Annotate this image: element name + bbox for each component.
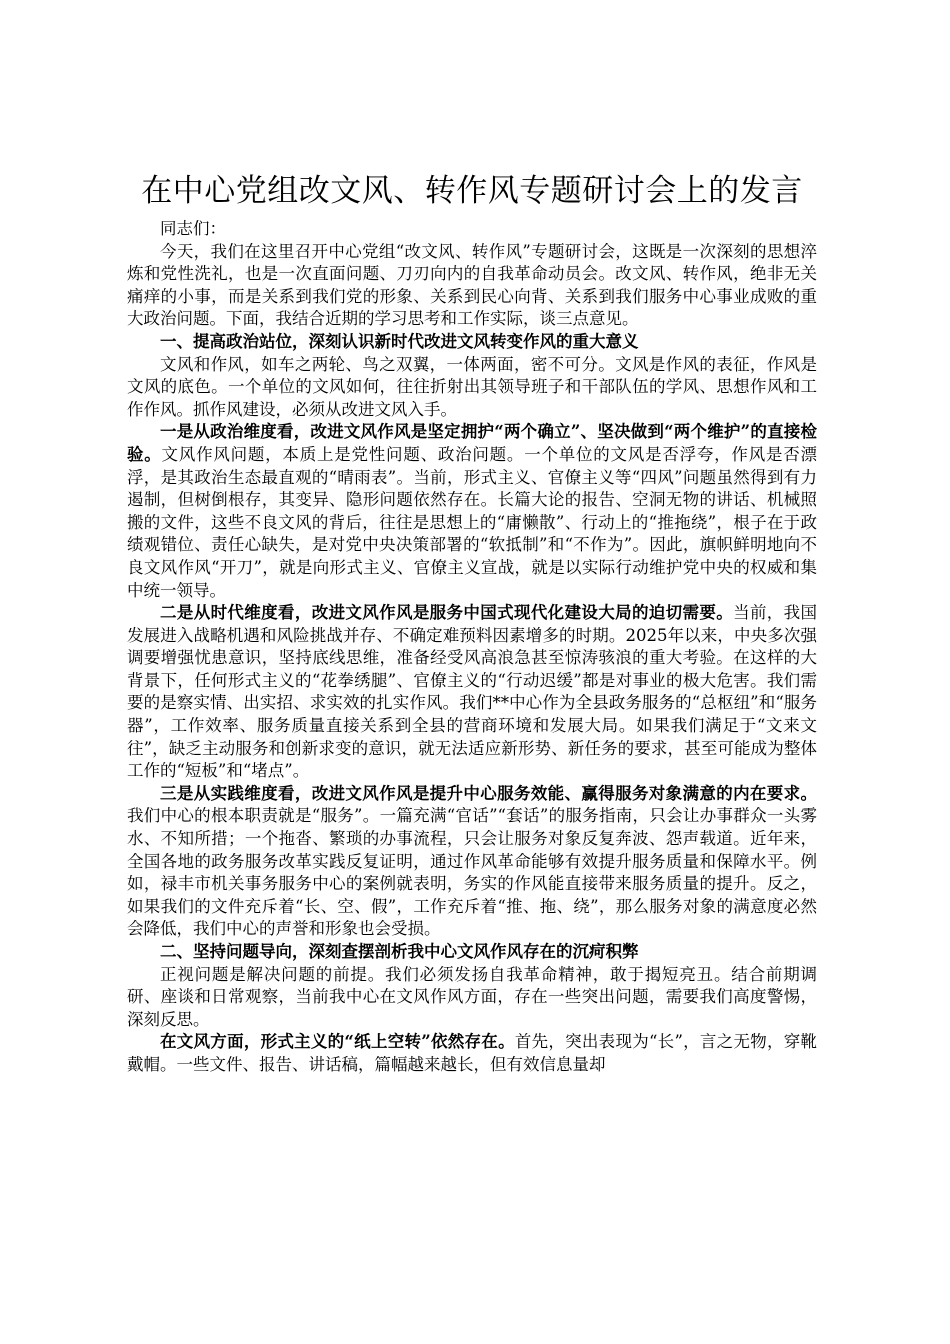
- paragraph-body-era: 当前，我国发展进入战略机遇和风险挑战并存、不确定难预料因素增多的时期。2025年以来，中央多次强调要增强忧患意识，坚持底线思维，准备经受风高浪急甚至惊涛骇浪的重大考验。在这样的大背景下，任何形式主义的“花拳绣腿”、官僚主义的“行动迟缓”都是对事业的极大危害。我们需要的是察实情、出实招、求实效的扎实作风。我们**中心作为全县政务服务的“总枢纽”和“服务器”，工作效率、服务质量直接关系到全县的营商环境和发展大局。如果我们满足于“文来文往”，缺乏主动服务和创新求变的意识，就无法适应新形势、新任务的要求，甚至可能成为整体工作的“短板”和“堵点”。: [127, 603, 818, 781]
- paragraph-lead-writing-style: 在文风方面，形式主义的“纸上空转”依然存在。: [160, 1032, 515, 1052]
- section-1-heading: 一、提高政治站位，深刻认识新时代改进文风转变作风的重大意义: [160, 331, 639, 351]
- document-title: 在中心党组改文风、转作风专题研讨会上的发言: [141, 173, 803, 209]
- section-1-paragraph-4: [127, 783, 817, 941]
- paragraph-lead-political: 一是从政治维度看，改进文风作风是坚定拥护“两个确立”、坚决做到“两个维护”的直接检验。: [127, 422, 817, 464]
- paragraph-lead-era: 二是从时代维度看，改进文风作风是服务中国式现代化建设大局的迫切需要。: [160, 603, 734, 623]
- salutation: 同志们：: [160, 219, 226, 238]
- section-1-paragraph-3: [127, 602, 817, 783]
- intro-paragraph: 今天，我们在这里召开中心党组“改文风、转作风”专题研讨会，这既是一次深刻的思想淬炼和党性洗礼，也是一次直面问题、刀刃向内的自我革命动员会。改文风、转作风，绝非无关痛痒的小事，而是关系到我们党的形象、关系到民心向背、关系到我们服务中心事业成败的重大政治问题。下面，我结合近期的学习思考和工作实际，谈三点意见。: [127, 241, 817, 329]
- section-1-paragraph-1: 文风和作风，如车之两轮、鸟之双翼，一体两面，密不可分。文风是作风的表征，作风是文风的底色。一个单位的文风如何，往往折射出其领导班子和干部队伍的学风、思想作风和工作作风。抓作风建设，必须从改进文风入手。: [127, 354, 817, 419]
- section-2-paragraph-2: [127, 1031, 817, 1076]
- section-2-heading: 二、坚持问题导向，深刻查摆剖析我中心文风作风存在的沉疴积弊: [160, 942, 639, 961]
- paragraph-body-practice: 我们中心的根本职责就是“服务”。一篇充满“官话”“套话”的服务指南，只会让办事群众一头雾水、不知所措；一个拖沓、繁琐的办事流程，只会让服务对象反复奔波、怨声载道。近年来，全国各地的政务服务改革实践反复证明，通过作风革命能够有效提升服务质量和保障水平。例如，禄丰市机关事务服务中心的案例就表明，务实的作风能直接带来服务质量的提升。反之，如果我们的文件充斥着“长、空、假”，工作充斥着“推、拖、绕”，那么服务对象的满意度必然会降低，我们中心的声誉和形象也会受损。: [127, 806, 817, 939]
- document-page: [127, 170, 817, 1077]
- paragraph-lead-practice: 三是从实践维度看，改进文风作风是提升中心服务效能、赢得服务对象满意的内在要求。: [160, 783, 817, 803]
- section-2-paragraph-1: 正视问题是解决问题的前提。我们必须发扬自我革命精神，敢于揭短亮丑。结合前期调研、座谈和日常观察，当前我中心在文风作风方面，存在一些突出问题，需要我们高度警惕，深刻反思。: [127, 964, 817, 1029]
- paragraph-body-writing-style: 首先，突出表现为“长”，言之无物，穿靴戴帽。一些文件、报告、讲话稿，篇幅越来越长，但有效信息量却: [127, 1032, 818, 1074]
- section-1-paragraph-2: [127, 421, 817, 602]
- paragraph-body-political: 文风作风问题，本质上是党性问题、政治问题。一个单位的文风是否浮夸，作风是否漂浮，是其政治生态最直观的“晴雨表”。当前，形式主义、官僚主义等“四风”问题虽然得到有力遏制，但树倒根存，其变异、隐形问题依然存在。长篇大论的报告、空洞无物的讲话、机械照搬的文件，这些不良文风的背后，往往是思想上的“庸懒散”、行动上的“推拖绕”，根子在于政绩观错位、责任心缺失，是对党中央决策部署的“软抵制”和“不作为”。因此，旗帜鲜明地向不良文风作风“开刀”，就是向形式主义、官僚主义宣战，就是以实际行动维护党中央的权威和集中统一领导。: [127, 444, 818, 600]
